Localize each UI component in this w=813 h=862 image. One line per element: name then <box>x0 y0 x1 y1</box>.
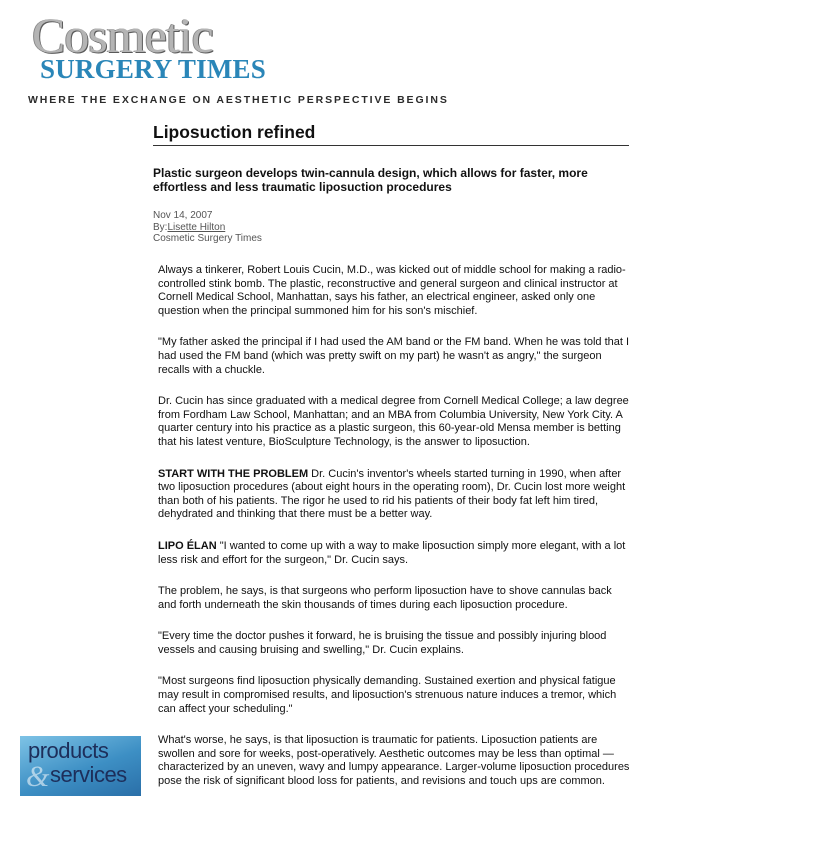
logo-surgery-times-text: SURGERY TIMES <box>40 54 266 84</box>
site-logo[interactable] <box>30 7 290 90</box>
promo-services-text: services <box>50 762 127 787</box>
article-paragraph: The problem, he says, is that surgeons who perform liposuction have to shove cannulas back and forth underneath the skin thousands of times during each liposuction procedure. <box>158 585 612 611</box>
article-meta <box>153 210 629 245</box>
article-paragraph: LIPO ÉLAN "I wanted to come up with a way to make liposuction simply more elegant, with a lot less risk and effort for the surgeon," Dr. Cucin says. <box>158 539 626 566</box>
article-paragraph: Always a tinkerer, Robert Louis Cucin, M.D., was kicked out of middle school for making a radio-controlled stink bomb. The plastic, reconstructive and general surgeon and clinical instructor at Cornell Medical School, Manhattan, says his father, an electrical engineer, asked only one question when the principal summoned him for his son's mischief. <box>158 264 626 317</box>
section-lead: START WITH THE PROBLEM <box>158 467 309 480</box>
article-header <box>153 122 629 245</box>
author-link[interactable]: Lisette Hilton <box>167 221 226 233</box>
products-services-banner[interactable] <box>20 736 141 796</box>
promo-products-text: products <box>28 738 109 763</box>
article-source: Cosmetic Surgery Times <box>153 233 262 244</box>
article-paragraph: What's worse, he says, is that liposuction is traumatic for patients. Liposuction patients are swollen and sore for weeks, post-operatively. Aesthetic outcomes may be less than optimal — characterized by an uneven, wavy and lumpy appearance. Larger-volume liposuction procedures pose the risk of significant blood loss for patients, and revisions and touch ups are common. <box>158 734 630 788</box>
article-paragraph: "My father asked the principal if I had used the AM band or the FM band. When he was told that I had used the FM band (which was pretty swift on my part) he wasn't as angry," the surgeon recalls with a chuckle. <box>158 336 630 376</box>
article-byline <box>153 222 629 234</box>
article-paragraph: Dr. Cucin has since graduated with a medical degree from Cornell Medical College; a law degree from Fordham Law School, Manhattan; and an MBA from Columbia University, New York City. A quarter century into his practice as a plastic surgeon, this 60-year-old Mensa member is betting that his latest venture, BioSculpture Technology, is the answer to liposuction. <box>158 395 629 448</box>
article-paragraph: START WITH THE PROBLEM Dr. Cucin's inventor's wheels started turning in 1990, when after two liposuction procedures (about eight hours in the operating room), Dr. Cucin lost more weight than both of his patients. The rigor he used to rid his patients of their body fat left him tired, dehydrated and thinking that there must be a better way. <box>158 467 626 521</box>
article-deck: Plastic surgeon develops twin-cannula design, which allows for faster, more effortless and less traumatic liposuction procedures <box>153 166 588 194</box>
article-headline: Liposuction refined <box>153 122 629 146</box>
article-paragraph: "Every time the doctor pushes it forward, he is bruising the tissue and possibly injuring blood vessels and causing bruising and swelling," Dr. Cucin explains. <box>158 630 607 656</box>
promo-ampersand: & <box>26 760 50 793</box>
section-lead: LIPO ÉLAN <box>158 539 217 552</box>
site-tagline: WHERE THE EXCHANGE ON AESTHETIC PERSPECTIVE BEGINS <box>28 94 449 106</box>
byline-prefix: By: <box>153 221 168 233</box>
logo-cosmetic-text: Cosmetic <box>32 7 213 63</box>
article-date: Nov 14, 2007 <box>153 210 213 221</box>
article-paragraph: "Most surgeons find liposuction physically demanding. Sustained exertion and physical fatigue may result in compromised results, and liposuction's strenuous nature induces a tremor, which can affect your scheduling." <box>158 675 617 715</box>
article-body <box>158 264 630 807</box>
